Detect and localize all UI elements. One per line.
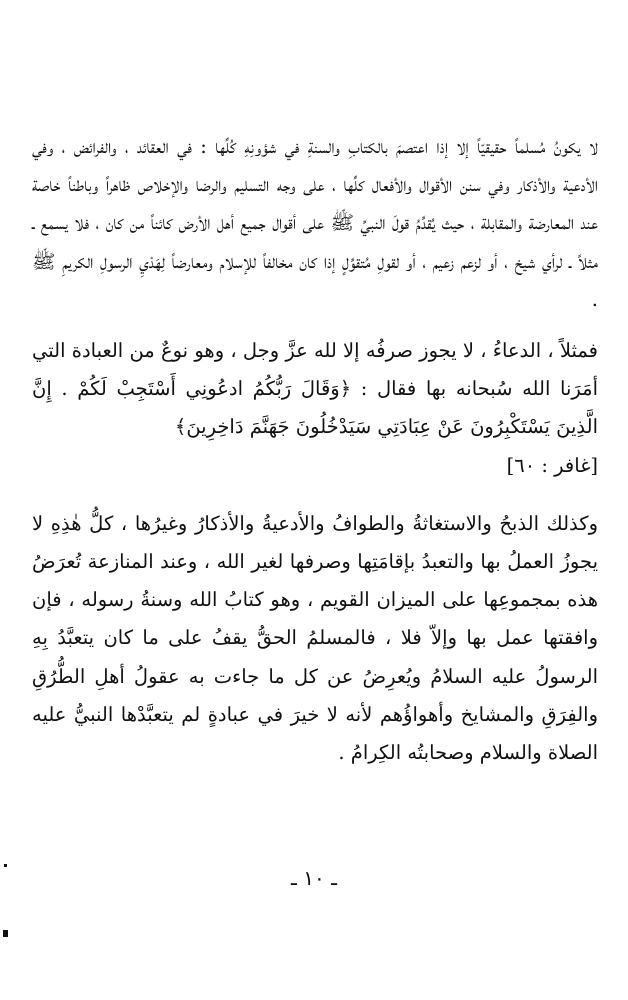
page-number: ـ ١٠ ـ: [291, 866, 337, 890]
page-body-text: [32, 128, 598, 772]
scan-speck: [3, 930, 8, 937]
paragraph-2: فمثلاً ، الدعاءُ ، لا يجوز صرفُه إلا لله عزَّ وجل ، وهو نوعٌ من العبادة التي أمَرَنا الله سُبحانه بها فقال : ﴿وَقَالَ رَبُّكُمُ ادعُونِي أَسْتَجِبْ لَكُمْ . إِنَّ الَّذِينَ يَسْتَكْبِرُونَ عَنْ عِبَادَتِي سَيَدْخُلُونَ جَهَنَّمَ دَاخِرِينَ﴾: [32, 339, 598, 439]
scan-speck: [4, 864, 7, 867]
paragraph-3: وكذلك الذبحُ والاستغاثةُ والطوافُ والأدعيةُ والأذكارُ وغيرُها ، كلُّ هٰذِهِ لا يجوزُ العملُ بها والتعبدُ بإقامَتِها وصرفها لغير الله ، وعند المنازعة تُعرَضُ هذه بمجموعِها على الميزان القويم ، وهو كتابُ الله وسنةُ رسوله ، فإن وافقتها عمل بها وإلاّ فلا ، فالمسلمُ الحقُّ يقفُ على ما كان يتعبَّدُ بِهِ الرسولُ عليه السلامُ ويُعرِضُ عن كل ما جاءت به عقولُ أهلِ الطُّرُقِ والفِرَقِ والمشايخ وأهواؤُهم لأنه لا خيرَ في عبادةٍ لم يتعبَّدْها النبيُّ عليه الصلاة والسلام وصحابتُه الكِرامُ .: [32, 511, 598, 765]
paragraph-1: لا يكونُ مُسلماً حقيقيّاً إلا إذا اعتصمَ بالكتابِ والسنةِ في شؤونِهِ كُلِّها : في العقائد ، والفرائض ، وفي الأدعية والأذكار وفي سنن الأقوال والأفعال كلِّها ، على وجه التسليم والرضا والإخلاص ظاهراً وباطناً خاصة عند المعارضة والمقابلة ، حيث يُقدِّمُ قولَ النبيِّ ﷺ على أقوال جميع أهل الأرض كائناً من كان ، فلا يسمع ـ مثلاً ـ لرأي شيخ ، أو لزعم زعيم ، أو لقولِ مُتقوِّلٍ إذا كان مخالفاً للإسلام ومعارضاً لِهَدْيِ الرسولِ الكريمِ ﷺ .: [32, 135, 598, 311]
verse-reference: [غافر : ٦٠]: [506, 453, 598, 477]
